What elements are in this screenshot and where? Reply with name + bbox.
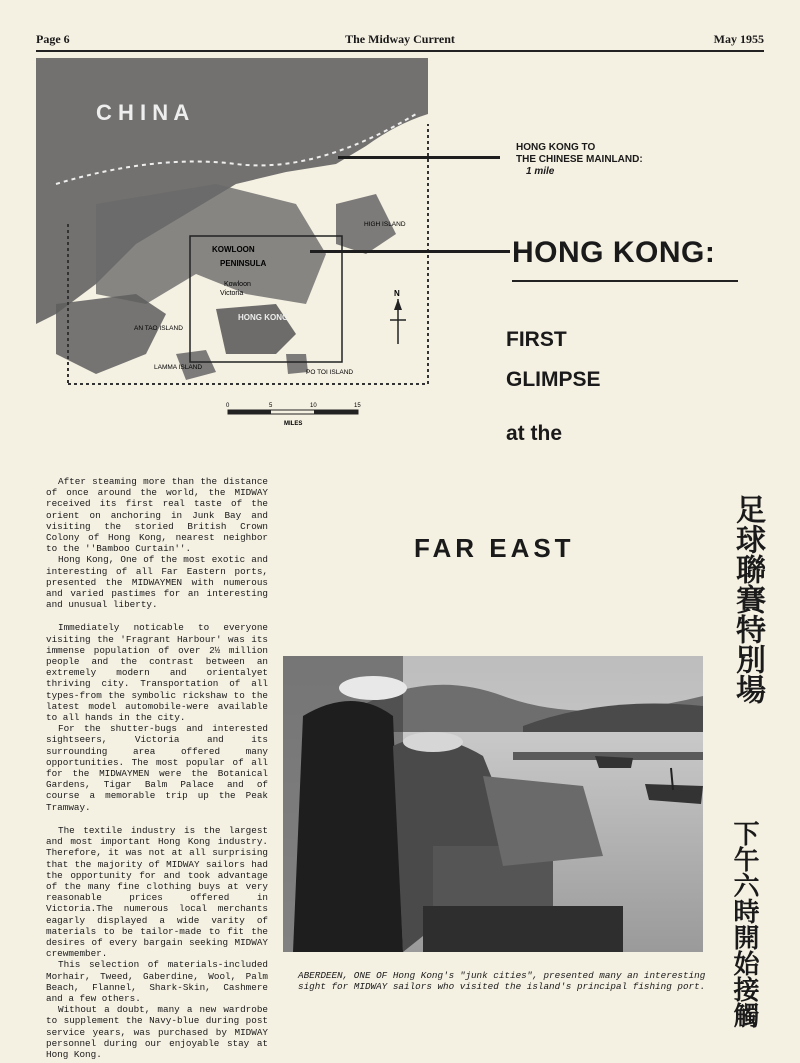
chinese-text-column-1: 足球聯賽特別場 xyxy=(730,494,765,704)
svg-text:0: 0 xyxy=(226,403,230,409)
article-paragraph: Immediately noticable to everyone visiting the 'Fragrant Harbour' was its immense population of over 2½ million people and the contrast between an extremely modern and orientalyet thriving city. Transportation of all types-from the symbolic rickshaw to the latest model automobile-were available to all hands in the city. xyxy=(46,622,268,724)
map-label-lantao: AN TAO ISLAND xyxy=(134,325,183,332)
map-label-kowloon-1: KOWLOON xyxy=(212,245,255,254)
callout-line-hongkong xyxy=(310,250,510,253)
article-paragraph: After steaming more than the distance of once around the world, the MIDWAY received its first real taste of the orient on anchoring in Junk Bay and visiting the storied British Crown Colony of Hong Kong, nearest neighbor to the ''Bamboo Curtain''. xyxy=(46,476,268,555)
headline-far-east: FAR EAST xyxy=(414,533,575,563)
svg-text:N: N xyxy=(394,289,400,298)
article-body xyxy=(46,476,268,1060)
headline-sub-glimpse: GLIMPSE xyxy=(506,368,601,391)
callout-line-mainland xyxy=(338,156,500,159)
map-label-high-island: HIGH ISLAND xyxy=(364,221,406,228)
svg-text:5: 5 xyxy=(269,403,273,409)
issue-date: May 1955 xyxy=(713,32,764,46)
map-label-lamma: LAMMA ISLAND xyxy=(154,364,203,371)
svg-text:MILES: MILES xyxy=(284,421,303,427)
map-label-hong-kong: HONG KONG xyxy=(238,313,289,322)
chinese-text-column-2: 下午六時開始接觸 xyxy=(729,820,759,1028)
aberdeen-harbour-photo xyxy=(283,656,703,952)
svg-text:10: 10 xyxy=(310,403,317,409)
article-paragraph: For the shutter-bugs and interested sightseers, Victoria and its surrounding area offered many opportunities. The most popular of all for the MIDWAYMEN were the Botanical Gardens, Tigar Balm Palace and of course a memorable trip up the Peak Tramway. xyxy=(46,723,268,813)
headline-rule xyxy=(512,280,738,282)
map-label-po-toi: PO TOI ISLAND xyxy=(306,369,354,376)
headline-title: HONG KONG: xyxy=(512,236,716,269)
page-number: Page 6 xyxy=(36,32,70,46)
article-paragraph: The textile industry is the largest and most important Hong Kong industry. Therefore, it was not at all surprising that the majority of MIDWAY sailors had the opportunity for and took advantage of the many fine clothing buys at very reasonable prices offered in Victoria.The numerous local merchants eagarly displayed a wide varity of materials to be tailor-made to fit the desires of every bargain seeking MIDWAY crewmember. xyxy=(46,824,268,960)
map-label-kowloon-2: PENINSULA xyxy=(220,259,267,268)
map-label-kowloon-town: Kowloon xyxy=(224,281,251,288)
headline-sub-first: FIRST xyxy=(506,328,567,351)
publication-title: The Midway Current xyxy=(345,32,455,46)
hong-kong-map xyxy=(36,54,432,432)
article-paragraph: Without a doubt, many a new wardrobe to supplement the Navy-blue during post service years, was purchased by MIDWAY personnel during our enjoyable stay at Hong Kong. xyxy=(46,1004,268,1060)
headline-sub-at-the: at the xyxy=(506,422,563,445)
page-header xyxy=(36,30,764,52)
mainland-distance-callout: HONG KONG TO THE CHINESE MAINLAND: 1 mile xyxy=(516,142,643,177)
article-paragraph: This selection of materials-included Morhair, Tweed, Gaberdine, Wool, Palm Beach, Flannel, Shark-Skin, Cashmere and a few others. xyxy=(46,959,268,1004)
photo-caption: ABERDEEN, ONE OF Hong Kong's "junk cities", presented many an interesting sight for MIDWAY sailors who visited the island's principal fishing port. xyxy=(298,970,706,992)
svg-text:15: 15 xyxy=(354,403,361,409)
map-label-china: C H I N A xyxy=(96,100,190,125)
map-label-victoria: Victoria xyxy=(220,290,244,297)
article-paragraph: Hong Kong, One of the most exotic and interesting of all Far Eastern ports, presented the MIDWAYMEN with numerous and varied pastimes for an interesting and unusual liberty. xyxy=(46,554,268,611)
